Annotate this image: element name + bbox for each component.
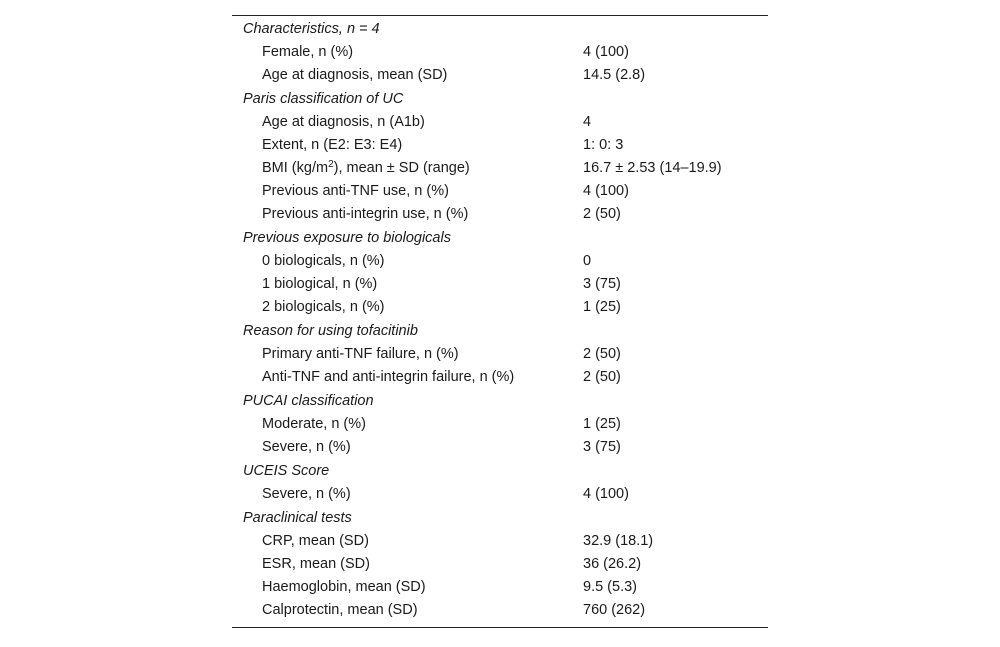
row-value: 3 (75) <box>583 439 621 455</box>
row-label <box>262 157 470 180</box>
section-title: Characteristics, n = 4 <box>243 21 380 37</box>
section-title: Previous exposure to biologicals <box>243 230 451 246</box>
characteristics-table <box>232 15 768 628</box>
row-value: 36 (26.2) <box>583 556 642 572</box>
bmi-label-superscript: 2 <box>328 159 334 170</box>
row-value: 4 <box>583 114 592 130</box>
row-value: 760 (262) <box>583 602 646 618</box>
table-row <box>232 366 768 389</box>
row-value: 0 <box>583 253 592 269</box>
section-header <box>232 17 768 41</box>
table-row <box>232 296 768 319</box>
row-label: Calprotectin, mean (SD) <box>262 602 418 618</box>
row-value: 1 (25) <box>583 416 621 432</box>
section-title: PUCAI classification <box>243 393 374 409</box>
table-row <box>232 530 768 553</box>
table-row <box>232 413 768 436</box>
row-value: 3 (75) <box>583 276 621 292</box>
table-row <box>232 134 768 157</box>
row-value: 4 (100) <box>583 183 629 199</box>
table-row <box>232 180 768 203</box>
section-header <box>232 226 768 250</box>
section-header <box>232 459 768 483</box>
row-label: Previous anti-TNF use, n (%) <box>262 183 449 199</box>
table-row <box>232 250 768 273</box>
row-label: 2 biologicals, n (%) <box>262 299 385 315</box>
table-row <box>232 483 768 506</box>
row-label: Haemoglobin, mean (SD) <box>262 579 426 595</box>
section-header <box>232 506 768 530</box>
table-row <box>232 343 768 366</box>
section-title: Paris classification of UC <box>243 91 404 107</box>
row-value: 2 (50) <box>583 369 621 385</box>
table-row <box>232 599 768 622</box>
row-label: Age at diagnosis, n (A1b) <box>262 114 425 130</box>
bmi-label-pre: BMI (kg/m <box>262 160 329 176</box>
row-label: Age at diagnosis, mean (SD) <box>262 67 448 83</box>
table-row <box>232 203 768 226</box>
row-label: Previous anti-integrin use, n (%) <box>262 206 469 222</box>
row-label: ESR, mean (SD) <box>262 556 370 572</box>
row-label: Severe, n (%) <box>262 486 351 502</box>
table-row <box>232 273 768 296</box>
row-value: 14.5 (2.8) <box>583 67 646 83</box>
row-value: 1 (25) <box>583 299 621 315</box>
row-value: 16.7 ± 2.53 (14–19.9) <box>583 160 722 176</box>
row-label: Severe, n (%) <box>262 439 351 455</box>
table-row <box>232 553 768 576</box>
bmi-label-post: ), mean ± SD (range) <box>333 160 470 176</box>
row-value: 32.9 (18.1) <box>583 533 654 549</box>
table-row <box>232 157 768 180</box>
row-label: 1 biological, n (%) <box>262 276 378 292</box>
section-title: Paraclinical tests <box>243 510 352 526</box>
table-row <box>232 576 768 599</box>
table-row <box>232 64 768 87</box>
section-title: UCEIS Score <box>243 463 330 479</box>
row-label: Moderate, n (%) <box>262 416 366 432</box>
row-value: 2 (50) <box>583 346 621 362</box>
section-header <box>232 389 768 413</box>
row-label: Primary anti-TNF failure, n (%) <box>262 346 459 362</box>
section-title: Reason for using tofacitinib <box>243 323 418 339</box>
row-label: 0 biologicals, n (%) <box>262 253 385 269</box>
row-label: Anti-TNF and anti-integrin failure, n (%) <box>262 369 515 385</box>
row-value: 1: 0: 3 <box>583 137 624 153</box>
table-row <box>232 111 768 134</box>
section-header <box>232 87 768 111</box>
row-value: 9.5 (5.3) <box>583 579 637 595</box>
row-label: Extent, n (E2: E3: E4) <box>262 137 403 153</box>
table-row <box>232 436 768 459</box>
section-header <box>232 319 768 343</box>
table-row <box>232 41 768 64</box>
row-value: 2 (50) <box>583 206 621 222</box>
row-value: 4 (100) <box>583 486 629 502</box>
row-label: Female, n (%) <box>262 44 354 60</box>
row-label: CRP, mean (SD) <box>262 533 369 549</box>
row-value: 4 (100) <box>583 44 629 60</box>
